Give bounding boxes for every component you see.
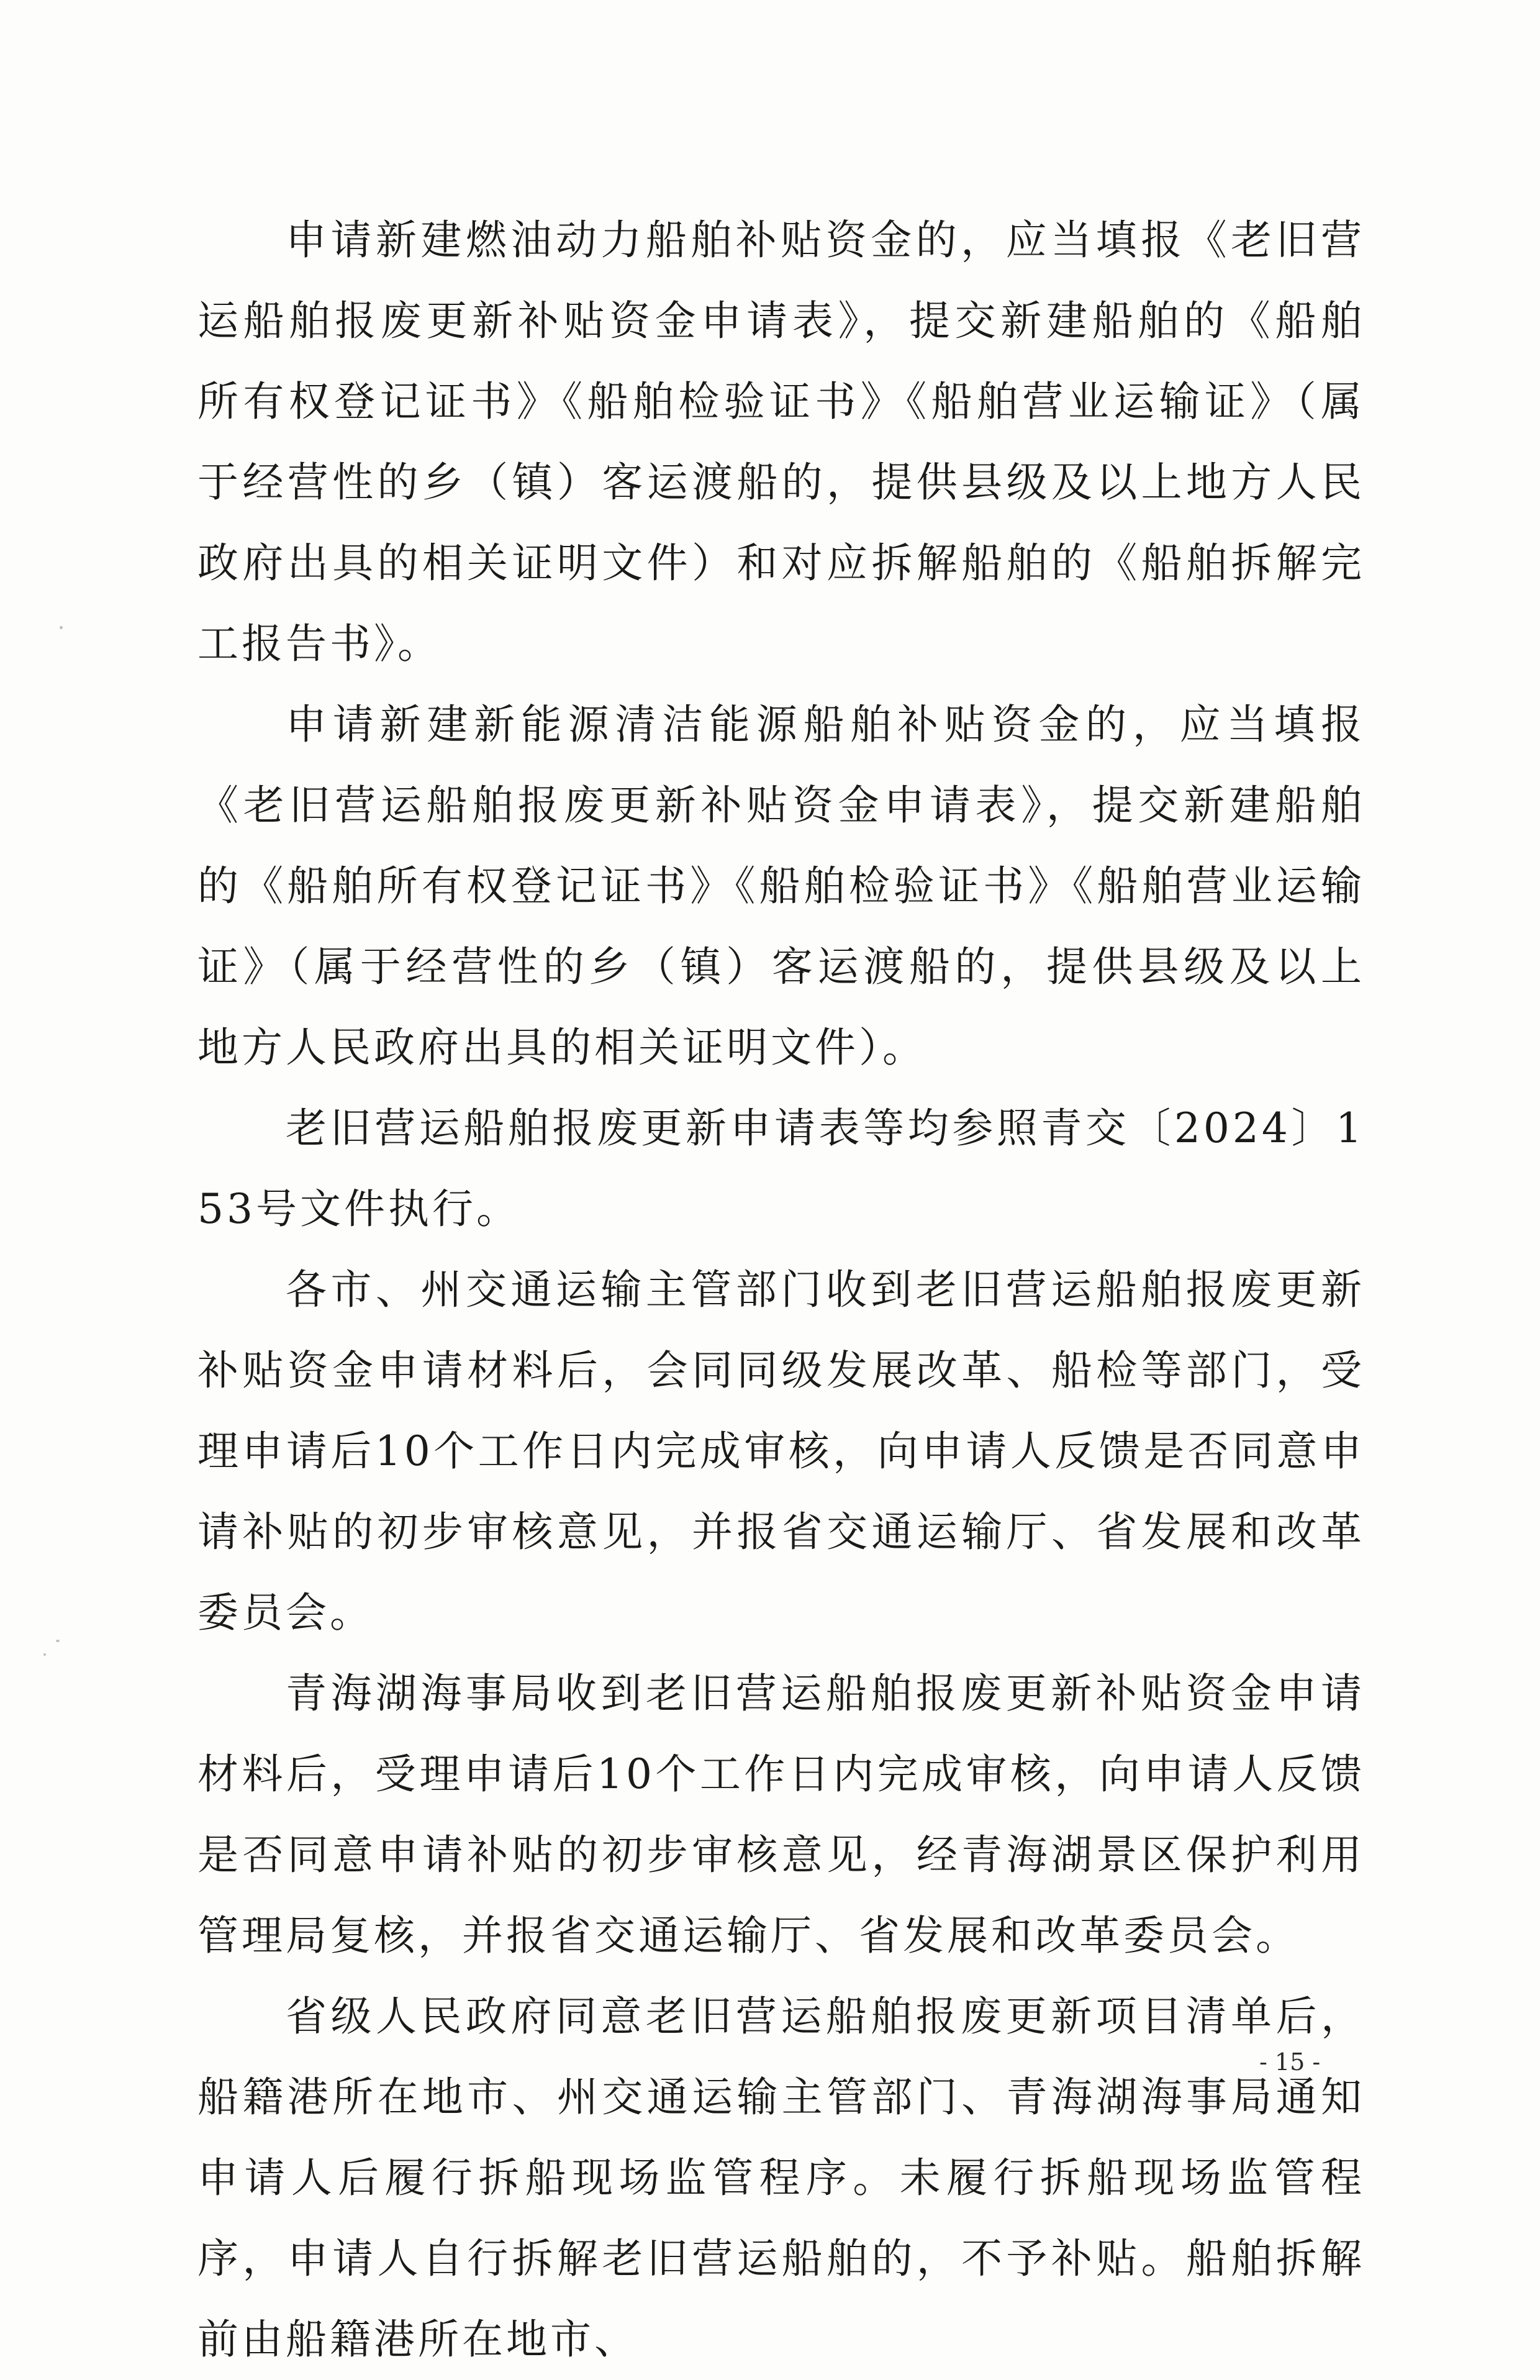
paragraph-qinghai-lake-review-process: 青海湖海事局收到老旧营运船舶报废更新补贴资金申请材料后，受理申请后10个工作日内完成审核，向申请人反馈是否同意申请补贴的初步审核意见，经青海湖景区保护利用管理局复核，并报省交通运输厅、省发展和改革委员会。 <box>197 1669 1365 1960</box>
paragraph-city-review-process: 各市、州交通运输主管部门收到老旧营运船舶报废更新补贴资金申请材料后，会同同级发展改革、船检等部门，受理申请后10个工作日内完成审核，向申请人反馈是否同意申请补贴的初步审核意见，并报省交通运输厅、省发展和改革委员会。 <box>197 1266 1365 1637</box>
paragraph-dismantling-supervision: 省级人民政府同意老旧营运船舶报废更新项目清单后，船籍港所在地市、州交通运输主管部门、青海湖海事局通知申请人后履行拆船现场监管程序。未履行拆船现场监管程序，申请人自行拆解老旧营运船舶的，不予补贴。船舶拆解前由船籍港所在地市、 <box>197 1992 1365 2363</box>
paragraph-new-energy-vessel-subsidy: 申请新建新能源清洁能源船舶补贴资金的，应当填报《老旧营运船舶报废更新补贴资金申请表》，提交新建船舶的《船舶所有权登记证书》《船舶检验证书》《船舶营业运输证》（属于经营性的乡（镇）客运渡船的，提供县级及以上地方人民政府出具的相关证明文件）。 <box>197 701 1365 1071</box>
scan-speck <box>60 626 63 629</box>
paragraph-fuel-vessel-subsidy: 申请新建燃油动力船舶补贴资金的，应当填报《老旧营运船舶报废更新补贴资金申请表》，提交新建船舶的《船舶所有权登记证书》《船舶检验证书》《船舶营业运输证》（属于经营性的乡（镇）客运渡船的，提供县级及以上地方人民政府出具的相关证明文件）和对应拆解船舶的《船舶拆解完工报告书》。 <box>197 216 1365 668</box>
document-body <box>197 200 1365 2380</box>
paragraph-application-form-reference: 老旧营运船舶报废更新申请表等均参照青交〔2024〕153号文件执行。 <box>197 1104 1365 1233</box>
scan-speck <box>43 1653 46 1656</box>
page-number: - 15 - <box>1259 2048 1321 2076</box>
scan-speck <box>56 1640 60 1642</box>
